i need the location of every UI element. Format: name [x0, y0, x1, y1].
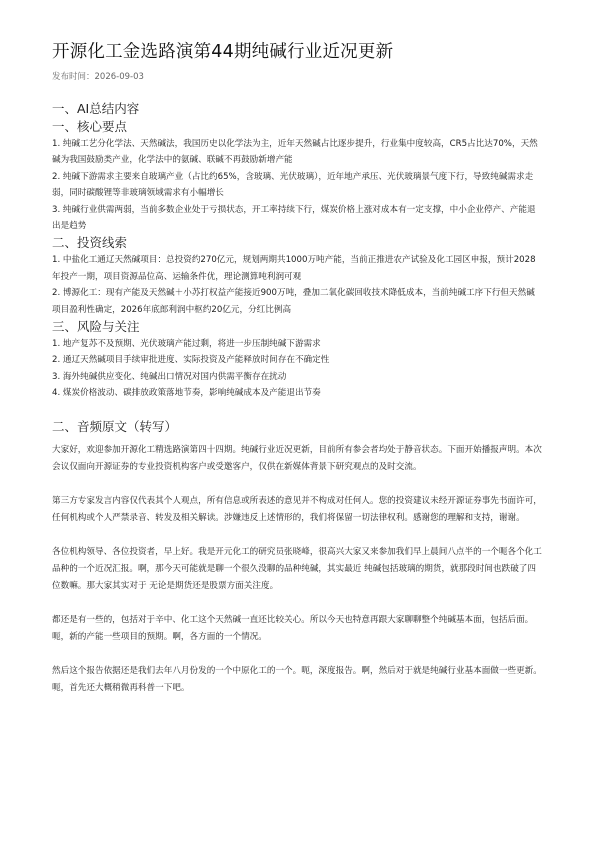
transcript-paragraph: 第三方专家发言内容仅代表其个人观点，所有信息或所表述的意见并不构成对任何人。您的投资建议未经开源证券事先书面许可，任何机构或个人严禁录音、转发及相关解读。涉嫌违反上述情形的，我们将保留一切法律权利。感谢您的理解和支持，谢谢。: [52, 495, 542, 523]
transcript-paragraph: 各位机构领导、各位投资者，早上好。我是开元化工的研究员张晓峰，很高兴大家又来参加我们早上晨间八点半的一个呃各个化工品种的一个近况汇报。啊，那今天可能就是聊一个很久没聊的品种纯碱，其实最近 纯碱包括玻璃的期货，就那段时间也跌破了四位数嘛。那大家其实对于 无论是期货还是股票方面关注度。: [52, 546, 542, 591]
list-item: 2. 博源化工：现有产能及天然碱＋小苏打权益产能接近900万吨，叠加二氧化碳回收技术降低成本，当前纯碱工序下行但天然碱项目盈利性确定，2026年底郎利润中枢约20亿元，分红比例高: [52, 288, 535, 315]
risks-list: [52, 336, 543, 402]
investment-list: [52, 252, 543, 318]
publish-meta: [52, 70, 543, 82]
risks-heading: 三、风险与关注: [52, 319, 140, 335]
core-points-list: [52, 136, 543, 234]
list-item: 1. 地产复苏不及预期、光伏玻璃产能过剩，将进一步压制纯碱下游需求: [52, 339, 321, 350]
list-item: 3. 纯碱行业供需两弱，当前多数企业处于亏损状态，开工率持续下行，煤炭价格上涨对成本有一定支撑，中小企业停产、产能退出是趋势: [52, 204, 536, 232]
page-title: 开源化工金选路演第44期纯碱行业近况更新: [52, 42, 394, 62]
publish-date: 2026-09-03: [94, 72, 144, 82]
transcript-paragraph: 大家好，欢迎参加开源化工精选路演第四十四期。纯碱行业近况更新，目前所有参会者均处于静音状态。下面开始播报声明。本次会议仅面向开源证券的专业投资机构客户或受邀客户，仅供在新媒体背景下研究观点的及时交流。: [52, 444, 542, 472]
list-item: 1. 纯碱工艺分化学法、天然碱法，我国历史以化学法为主，近年天然碱占比逐步提升，行业集中度较高，CR5占比达70%，天然碱为我国鼓励类产业，化学法中的氨碱、联碱不再鼓励新增产能: [52, 139, 538, 166]
investment-heading: 二、投资线索: [52, 235, 128, 251]
list-item: 1. 中盐化工通辽天然碱项目：总投资约270亿元，规划两期共1000万吨产能，当前正推进农产试验及化工园区申报，预计2028年投产一期，项目资源品位高、运输条件优，理论测算吨利润可观: [52, 255, 536, 282]
list-item: 4. 煤炭价格波动、碳排放政策落地节奏，影响纯碱成本及产能退出节奏: [52, 388, 321, 399]
transcript-paragraph: 然后这个报告依据还是我们去年八月份发的一个中原化工的一个。呃，深度报告。啊，然后对于就是纯碱行业基本面做一些更新。呃，首先还大概稍微再科普一下吧。: [52, 665, 542, 693]
core-points-heading: 一、核心要点: [52, 119, 128, 134]
publish-label: 发布时间：: [52, 72, 95, 82]
list-item: 2. 通辽天然碱项目手续审批进度、实际投资及产能释放时间存在不确定性: [52, 355, 330, 366]
list-item: 3. 海外纯碱供应变化、纯碱出口情况对国内供需平衡存在扰动: [52, 371, 287, 382]
list-item: 2. 纯碱下游需求主要来自玻璃产业（占比约65%，含玻璃、光伏玻璃），近年地产承压、光伏玻璃景气度下行，导致纯碱需求走弱，同时碳酸锂等非玻璃领域需求有小幅增长: [52, 171, 534, 199]
transcript-body: [52, 442, 543, 697]
transcript-paragraph: 都还是有一些的，包括对于辛中、化工这个天然碱一直还比较关心。所以今天也特意再跟大家聊聊整个纯碱基本面，包括后面。呃，新的产能一些项目的预期。啊，各方面的一个情况。: [52, 614, 534, 642]
ai-summary-heading: 一、AI总结内容: [52, 101, 140, 116]
transcript-heading: 二、音频原文（转写）: [52, 418, 178, 434]
